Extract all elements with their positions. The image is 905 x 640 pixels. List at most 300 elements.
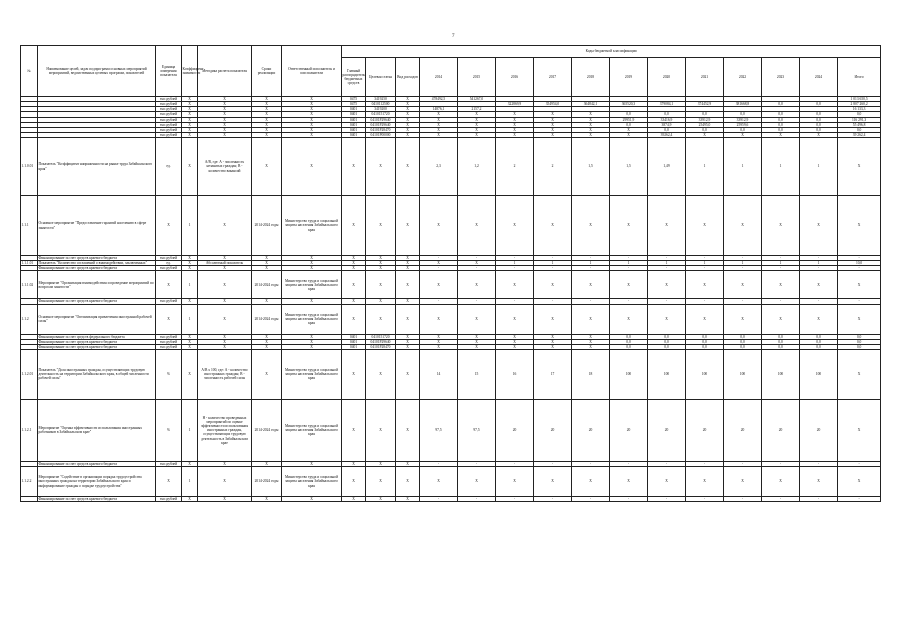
cell-name: Мероприятие "Содействие в организации порядка трудоустройства иностранных граждан на территории Забайкальского края и информирование граждан о порядке трудоустройства" xyxy=(38,467,156,497)
cell-resp: Х xyxy=(282,97,342,102)
cell-year-2017: - xyxy=(534,256,572,261)
cell-vr: Х xyxy=(396,112,420,117)
cell-year-2024: 0,0 xyxy=(800,334,838,339)
cell-year-2016: Х xyxy=(496,334,534,339)
header-year-2014: 2014 xyxy=(420,58,458,97)
cell-unit: Х xyxy=(156,467,182,497)
cell-total: 39 262,4 xyxy=(838,132,881,137)
cell-coef: Х xyxy=(182,122,198,127)
cell-year-2020: - xyxy=(648,256,686,261)
cell-year-2014: - xyxy=(420,266,458,271)
cell-year-2015: - xyxy=(458,256,496,261)
cell-year-2016: - xyxy=(496,266,534,271)
cell-year-2021: 0,0 xyxy=(686,127,724,132)
cell-unit: тыс.рублей xyxy=(156,112,182,117)
cell-year-2014: 97,5 xyxy=(420,399,458,461)
cell-year-2020: 0,0 xyxy=(648,112,686,117)
cell-year-2024: 1 xyxy=(800,261,838,266)
cell-year-2022: 33912,9 xyxy=(724,117,762,122)
cell-vr: Х xyxy=(396,349,420,399)
cell-art: Х xyxy=(366,271,396,299)
cell-art: Х xyxy=(366,266,396,271)
cell-year-2016: Х xyxy=(496,467,534,497)
cell-method: Н - количество проведенных мероприятий по оценке эффективности использования иностранных граждан, осуществляющих трудовую деятельность в Забайкальском крае xyxy=(198,399,252,461)
cell-year-2015: Х xyxy=(458,117,496,122)
cell-year-2021: Х xyxy=(686,132,724,137)
cell-year-2022: - xyxy=(724,299,762,304)
cell-year-2016: Х xyxy=(496,132,534,137)
cell-method: Х xyxy=(198,97,252,102)
cell-unit: тыс.рублей xyxy=(156,117,182,122)
header-year-2015: 2015 xyxy=(458,58,496,97)
cell-year-2018: 1 xyxy=(572,261,610,266)
cell-total: Х xyxy=(838,304,881,334)
cell-year-2014: - xyxy=(420,256,458,261)
cell-resp: Министерство труда и социальной защиты населения Забайкальского края xyxy=(282,271,342,299)
cell-name: Показатель "Доля иностранных граждан, осуществляющих трудовую деятельность на территории Забайкальского края, в общей численности рабочей силы" xyxy=(38,349,156,399)
cell-total: 0,0 xyxy=(838,127,881,132)
cell-term: Х xyxy=(252,122,282,127)
cell-year-2018: 1,5 xyxy=(572,138,610,196)
cell-resp: Х xyxy=(282,138,342,196)
cell-year-2019: Х xyxy=(610,467,648,497)
cell-grbs: Х xyxy=(342,271,366,299)
cell-year-2014: 14876,1 xyxy=(420,107,458,112)
cell-year-2021: - xyxy=(686,266,724,271)
cell-coef: 1 xyxy=(182,399,198,461)
cell-method: Х xyxy=(198,112,252,117)
header-unit: Единица измерения показателя xyxy=(156,46,182,97)
cell-year-2014: Х xyxy=(420,122,458,127)
cell-year-2021: - xyxy=(686,497,724,502)
cell-coef: 1 xyxy=(182,196,198,256)
cell-year-2017: Х xyxy=(534,117,572,122)
cell-grbs: Х xyxy=(342,261,366,266)
cell-art: Х xyxy=(366,467,396,497)
cell-grbs: Х xyxy=(342,138,366,196)
cell-year-2023: 0,0 xyxy=(762,339,800,344)
cell-year-2018: - xyxy=(572,497,610,502)
cell-total: Х xyxy=(838,467,881,497)
cell-year-2018: Х xyxy=(572,122,610,127)
cell-coef: 1 xyxy=(182,467,198,497)
cell-year-2014: - xyxy=(420,497,458,502)
cell-year-2019: Х xyxy=(610,132,648,137)
cell-year-2017: Х xyxy=(534,467,572,497)
cell-year-2022: 0,0 xyxy=(724,334,762,339)
cell-art: 04101Р29640 xyxy=(366,339,396,344)
cell-vr: Х xyxy=(396,107,420,112)
cell-resp: Х xyxy=(282,266,342,271)
cell-num: 1.1.1 xyxy=(21,196,38,256)
cell-year-2019: 100 xyxy=(610,349,648,399)
cell-year-2018: Х xyxy=(572,334,610,339)
cell-year-2023: - xyxy=(762,461,800,466)
cell-resp: Министерство труда и социальной защиты населения Забайкальского края xyxy=(282,399,342,461)
cell-grbs: 0401 xyxy=(342,132,366,137)
cell-year-2023: 0,0 xyxy=(762,334,800,339)
cell-name: Показатель "Количество соглашений о взаимодействии, заключенных" xyxy=(38,261,156,266)
cell-total: 0,0 xyxy=(838,334,881,339)
cell-year-2020: - xyxy=(648,497,686,502)
cell-coef: Х xyxy=(182,461,198,466)
cell-resp: Х xyxy=(282,497,342,502)
cell-year-2018: - xyxy=(572,266,610,271)
cell-year-2021: 0,0 xyxy=(686,334,724,339)
cell-vr: Х xyxy=(396,138,420,196)
cell-resp: Х xyxy=(282,117,342,122)
cell-num: 1.1.2.2 xyxy=(21,467,38,497)
cell-unit: % xyxy=(156,349,182,399)
cell-year-2018: - xyxy=(572,299,610,304)
cell-resp: Министерство труда и социальной защиты населения Забайкальского края xyxy=(282,196,342,256)
cell-total: Х xyxy=(838,399,881,461)
cell-year-2015: Х xyxy=(458,344,496,349)
cell-unit: тыс.рублей xyxy=(156,339,182,344)
cell-year-2015: Х xyxy=(458,127,496,132)
cell-term: Х xyxy=(252,266,282,271)
cell-year-2019: Х xyxy=(610,304,648,334)
cell-year-2017: - xyxy=(534,299,572,304)
cell-coef: Х xyxy=(182,127,198,132)
cell-art: 0410151720 xyxy=(366,334,396,339)
cell-year-2024: - xyxy=(800,266,838,271)
cell-term: Х xyxy=(252,497,282,502)
cell-vr: Х xyxy=(396,102,420,107)
cell-year-2022: 0,0 xyxy=(724,339,762,344)
cell-coef: Х xyxy=(182,117,198,122)
cell-method: Х xyxy=(198,127,252,132)
cell-year-2014: Х xyxy=(420,196,458,256)
cell-name: Финансирование за счет средств краевого бюджета xyxy=(38,339,156,344)
cell-year-2014: 2,3 xyxy=(420,138,458,196)
cell-year-2014: 14 xyxy=(420,349,458,399)
cell-grbs: Х xyxy=(342,196,366,256)
cell-year-2014: Х xyxy=(420,304,458,334)
cell-method: Х xyxy=(198,122,252,127)
cell-coef: Х xyxy=(182,132,198,137)
cell-grbs: Х xyxy=(342,467,366,497)
cell-vr: Х xyxy=(396,467,420,497)
cell-year-2014: 478492,5 xyxy=(420,97,458,102)
cell-grbs: Х xyxy=(342,349,366,399)
cell-year-2019: - xyxy=(610,299,648,304)
cell-year-2017: Х xyxy=(534,112,572,117)
cell-year-2015: Х xyxy=(458,271,496,299)
cell-year-2024: 100 xyxy=(800,349,838,399)
cell-year-2019: 1,5 xyxy=(610,138,648,196)
cell-year-2020: 100 xyxy=(648,349,686,399)
cell-year-2020: 20 xyxy=(648,399,686,461)
cell-name: Показатель "Коэффициент напряженности на рынке труда Забайкальского края" xyxy=(38,138,156,196)
cell-year-2014: Х xyxy=(420,344,458,349)
cell-method: Х xyxy=(198,107,252,112)
table-row xyxy=(21,349,881,399)
cell-term: Х xyxy=(252,132,282,137)
cell-vr: Х xyxy=(396,399,420,461)
cell-year-2015: 2157,2 xyxy=(458,107,496,112)
cell-year-2015: Х xyxy=(458,467,496,497)
cell-coef: Х xyxy=(182,344,198,349)
cell-art: 04101Р00000 xyxy=(366,132,396,137)
cell-art: Х xyxy=(366,349,396,399)
cell-year-2023: 0,0 xyxy=(762,122,800,127)
cell-total: 0,0 xyxy=(838,339,881,344)
cell-coef: Х xyxy=(182,112,198,117)
cell-year-2023: Х xyxy=(762,271,800,299)
cell-term: 2014-2024 годы xyxy=(252,271,282,299)
cell-year-2021: 0,0 xyxy=(686,112,724,117)
cell-year-2023: 0,0 xyxy=(762,112,800,117)
cell-grbs: 0401 xyxy=(342,117,366,122)
cell-year-2018: Х xyxy=(572,132,610,137)
header-name: Наименование целей, задач подпрограмм основных мероприятий мероприятий, ведомственных целевых программ, показателей xyxy=(38,46,156,97)
header-year-2023: 2023 xyxy=(762,58,800,97)
cell-resp: Х xyxy=(282,112,342,117)
cell-vr: Х xyxy=(396,334,420,339)
cell-unit: тыс.рублей xyxy=(156,256,182,261)
cell-year-2014: Х xyxy=(420,467,458,497)
cell-year-2018: - xyxy=(572,256,610,261)
cell-year-2019: - xyxy=(610,497,648,502)
header-method: Методика расчета показателя xyxy=(198,46,252,97)
cell-name: Финансирование за счет средств краевого бюджета xyxy=(38,344,156,349)
cell-total: 0,0 xyxy=(838,112,881,117)
cell-vr: Х xyxy=(396,299,420,304)
cell-year-2017: 2 xyxy=(534,138,572,196)
cell-year-2019: Х xyxy=(610,127,648,132)
cell-year-2022: 1 xyxy=(724,138,762,196)
cell-year-2017: 354954,0 xyxy=(534,102,572,107)
cell-total: Х xyxy=(838,349,881,399)
cell-unit: тыс.рублей xyxy=(156,122,182,127)
cell-num xyxy=(21,497,38,502)
cell-grbs: Х xyxy=(342,497,366,502)
cell-art: Х xyxy=(366,196,396,256)
cell-year-2017: Х xyxy=(534,127,572,132)
cell-art: Х xyxy=(366,261,396,266)
cell-term: Х xyxy=(252,261,282,266)
cell-grbs: 0401 xyxy=(342,112,366,117)
cell-term: 2014-2024 годы xyxy=(252,467,282,497)
cell-total: - xyxy=(838,299,881,304)
cell-year-2016: Х xyxy=(496,122,534,127)
cell-vr: Х xyxy=(396,339,420,344)
cell-resp: Х xyxy=(282,261,342,266)
cell-year-2022: - xyxy=(724,497,762,502)
cell-year-2023: Х xyxy=(762,132,800,137)
cell-grbs: 0401 xyxy=(342,344,366,349)
cell-art: 3419200 xyxy=(366,107,396,112)
cell-year-2015: Х xyxy=(458,334,496,339)
cell-art: Х xyxy=(366,138,396,196)
cell-year-2018: 20 xyxy=(572,399,610,461)
cell-year-2024: Х xyxy=(800,132,838,137)
cell-grbs: 0475 xyxy=(342,102,366,107)
cell-year-2016: Х xyxy=(496,344,534,349)
cell-year-2020: Х xyxy=(648,467,686,497)
cell-resp: Министерство труда и социальной защиты населения Забайкальского края xyxy=(282,349,342,399)
header-year-2019: 2019 xyxy=(610,58,648,97)
cell-year-2015: - xyxy=(458,266,496,271)
cell-grbs: 0401 xyxy=(342,107,366,112)
cell-term: Х xyxy=(252,127,282,132)
cell-year-2017: - xyxy=(534,461,572,466)
cell-year-2014: Х xyxy=(420,334,458,339)
cell-year-2022: - xyxy=(724,461,762,466)
cell-year-2018: Х xyxy=(572,339,610,344)
header-year-2016: 2016 xyxy=(496,58,534,97)
cell-vr: Х xyxy=(396,271,420,299)
cell-resp: Министерство труда и социальной защиты населения Забайкальского края xyxy=(282,467,342,497)
cell-art: Х xyxy=(366,497,396,502)
cell-vr: Х xyxy=(396,256,420,261)
cell-name: Финансирование за счет средств федерального бюджета xyxy=(38,334,156,339)
cell-year-2020: 33416,9 xyxy=(648,117,686,122)
cell-art: 0410151720 xyxy=(366,112,396,117)
cell-term: Х xyxy=(252,334,282,339)
cell-year-2021: - xyxy=(686,256,724,261)
cell-year-2023: - xyxy=(762,497,800,502)
cell-total: Х xyxy=(838,138,881,196)
cell-term: Х xyxy=(252,102,282,107)
cell-year-2023: Х xyxy=(762,196,800,256)
cell-num: 1.1.2 xyxy=(21,304,38,334)
cell-method: А/В х 100, где: А - количество иностранных граждан; В - численность рабочей силы xyxy=(198,349,252,399)
header-article: Целевая статья xyxy=(366,58,396,97)
header-term: Сроки реализации xyxy=(252,46,282,97)
cell-year-2021: - xyxy=(686,299,724,304)
cell-year-2022: 20 xyxy=(724,399,762,461)
cell-coef: Х xyxy=(182,256,198,261)
cell-term: Х xyxy=(252,97,282,102)
cell-unit: тыс.рублей xyxy=(156,132,182,137)
cell-year-2024: Х xyxy=(800,196,838,256)
cell-grbs: Х xyxy=(342,304,366,334)
cell-method: Х xyxy=(198,266,252,271)
cell-year-2020: - xyxy=(648,266,686,271)
cell-year-2024: 0,0 xyxy=(800,102,838,107)
cell-year-2024: 1 xyxy=(800,138,838,196)
cell-name: Финансирование за счет средств краевого бюджета xyxy=(38,266,156,271)
cell-method: Х xyxy=(198,304,252,334)
cell-coef: Х xyxy=(182,266,198,271)
cell-year-2014: Х xyxy=(420,127,458,132)
cell-year-2016: Х xyxy=(496,196,534,256)
cell-term: 2014-2024 годы xyxy=(252,304,282,334)
cell-year-2024: 0,0 xyxy=(800,344,838,349)
header-year-2017: 2017 xyxy=(534,58,572,97)
cell-term: Х xyxy=(252,138,282,196)
cell-year-2022: Х xyxy=(724,304,762,334)
cell-year-2020: 1 xyxy=(648,261,686,266)
cell-year-2015: - xyxy=(458,299,496,304)
cell-year-2022: 0,0 xyxy=(724,127,762,132)
cell-grbs: Х xyxy=(342,299,366,304)
cell-term: Х xyxy=(252,117,282,122)
cell-unit: тыс.рублей xyxy=(156,334,182,339)
cell-resp: Х xyxy=(282,102,342,107)
cell-year-2019: Х xyxy=(610,196,648,256)
cell-year-2020: 379084,1 xyxy=(648,102,686,107)
cell-year-2019: 1 xyxy=(610,261,648,266)
cell-year-2020: 0,0 xyxy=(648,339,686,344)
cell-year-2024: 20 xyxy=(800,399,838,461)
cell-unit: тыс.рублей xyxy=(156,102,182,107)
cell-method: Х xyxy=(198,196,252,256)
cell-year-2018: Х xyxy=(572,127,610,132)
cell-year-2023: 1 xyxy=(762,138,800,196)
cell-year-2017: Х xyxy=(534,339,572,344)
header-year-2020: 2020 xyxy=(648,58,686,97)
cell-year-2020: 0,0 xyxy=(648,334,686,339)
cell-art: 04101Р28470 xyxy=(366,344,396,349)
cell-resp: Х xyxy=(282,334,342,339)
cell-year-2016: 2 xyxy=(496,138,534,196)
cell-year-2017: Х xyxy=(534,344,572,349)
cell-grbs: Х xyxy=(342,266,366,271)
cell-unit: % xyxy=(156,399,182,461)
cell-term: Х xyxy=(252,339,282,344)
cell-method: Х xyxy=(198,461,252,466)
cell-year-2023: Х xyxy=(762,304,800,334)
header-codes: Коды бюджетной классификации xyxy=(342,46,881,58)
cell-year-2019: 0,0 xyxy=(610,334,648,339)
cell-year-2014: Х xyxy=(420,117,458,122)
cell-year-2020: - xyxy=(648,461,686,466)
cell-year-2023: 0,0 xyxy=(762,127,800,132)
cell-year-2023: 1 xyxy=(762,261,800,266)
cell-year-2017: - xyxy=(534,497,572,502)
cell-year-2022: Х xyxy=(724,271,762,299)
cell-year-2019: - xyxy=(610,266,648,271)
cell-year-2023: 0,0 xyxy=(762,102,800,107)
cell-year-2014: Х xyxy=(420,112,458,117)
cell-vr: Х xyxy=(396,461,420,466)
cell-grbs: Х xyxy=(342,461,366,466)
cell-year-2020: 0,0 xyxy=(648,127,686,132)
header-grbs: Главный распорядитель бюджетных средств xyxy=(342,58,366,97)
cell-year-2019: 0,0 xyxy=(610,122,648,127)
cell-name: Основное мероприятие "Оптимизация привлечения иностранной рабочей силы" xyxy=(38,304,156,334)
cell-year-2021: 0,0 xyxy=(686,339,724,344)
cell-year-2016: Х xyxy=(496,304,534,334)
cell-method: Х xyxy=(198,339,252,344)
header-vr: Вид расходов xyxy=(396,58,420,97)
cell-year-2023: - xyxy=(762,299,800,304)
cell-num: 1.1.1.01 xyxy=(21,261,38,266)
cell-coef: 1 xyxy=(182,271,198,299)
cell-year-2023: 100 xyxy=(762,349,800,399)
cell-art: Х xyxy=(366,304,396,334)
cell-year-2016: - xyxy=(496,497,534,502)
program-table xyxy=(20,45,881,502)
cell-art: Х xyxy=(366,399,396,461)
cell-total: 55 496,8 xyxy=(838,122,881,127)
cell-year-2019: 20 xyxy=(610,399,648,461)
cell-art: 04101Р28470 xyxy=(366,127,396,132)
cell-coef: Х xyxy=(182,299,198,304)
cell-year-2015: - xyxy=(458,461,496,466)
cell-resp: Х xyxy=(282,107,342,112)
header-coef: Коэффициент значимости xyxy=(182,46,198,97)
cell-vr: Х xyxy=(396,196,420,256)
cell-year-2018: 18 xyxy=(572,349,610,399)
cell-year-2019: 0,0 xyxy=(610,344,648,349)
cell-year-2019: 0,0 xyxy=(610,112,648,117)
cell-year-2016: - xyxy=(496,299,534,304)
cell-year-2021: 1 xyxy=(686,261,724,266)
